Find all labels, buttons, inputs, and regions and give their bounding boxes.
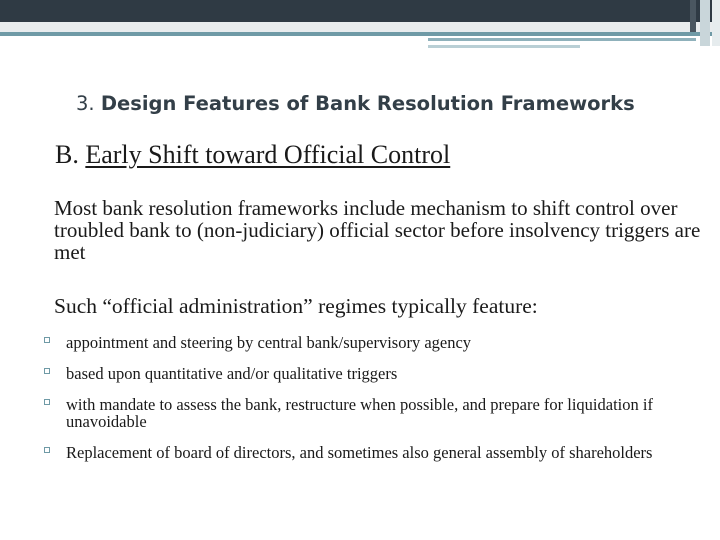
hollow-square-icon	[44, 368, 50, 374]
header-accent-line	[428, 38, 696, 41]
list-item-text: based upon quantitative and/or qualitative triggers	[66, 364, 398, 383]
corner-stripe	[700, 0, 710, 46]
list-item-text: Replacement of board of directors, and sometimes also general assembly of shareholders	[66, 443, 653, 462]
paragraph-mechanism: Most bank resolution frameworks include mechanism to shift control over troubled bank to (non-judiciary) official sector before insolvency triggers are met	[54, 196, 701, 264]
list-item-text: appointment and steering by central bank/supervisory agency	[66, 333, 472, 352]
feature-list	[42, 334, 702, 475]
header-teal-line	[0, 32, 720, 36]
corner-stripe	[712, 0, 720, 46]
slide-title-text: Design Features of Bank Resolution Frameworks	[100, 92, 635, 115]
list-item	[42, 396, 702, 430]
header-light-band	[0, 22, 720, 32]
list-item	[42, 444, 702, 461]
list-item	[42, 365, 702, 382]
section-marker: B.	[55, 140, 79, 169]
list-item	[42, 334, 702, 351]
paragraph-regimes: Such “official administration” regimes typically feature:	[54, 294, 538, 318]
list-item-text: with mandate to assess the bank, restructure when possible, and prepare for liquidation if unavoidable	[66, 395, 653, 431]
header-dark-band	[0, 0, 720, 22]
hollow-square-icon	[44, 337, 50, 343]
slide-title	[76, 92, 696, 115]
header-accent-line-short	[428, 45, 580, 48]
hollow-square-icon	[44, 447, 50, 453]
hollow-square-icon	[44, 399, 50, 405]
section-heading-text: Early Shift toward Official Control	[85, 140, 451, 169]
corner-stripe	[690, 0, 696, 32]
section-heading	[55, 140, 675, 170]
slide-title-number: 3.	[76, 92, 95, 115]
